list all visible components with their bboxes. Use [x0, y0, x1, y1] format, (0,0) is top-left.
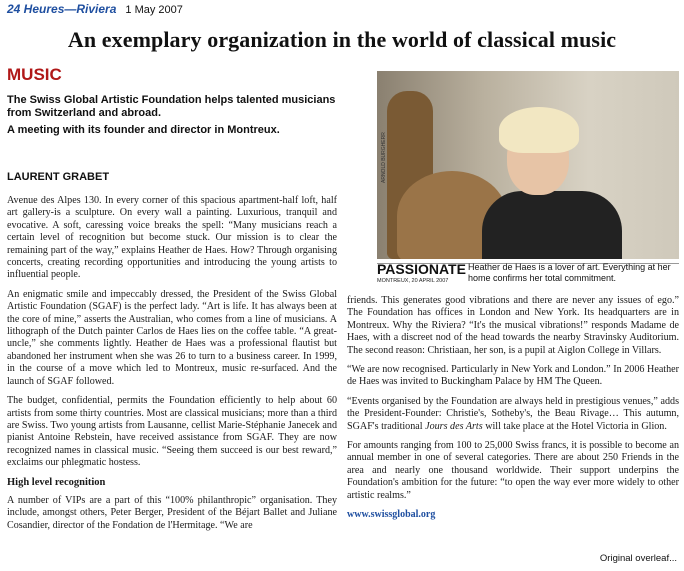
caption-location: MONTREUX, 20 APRIL 2007	[377, 278, 449, 284]
newspaper-name: 24 Heures—Riviera	[7, 2, 117, 16]
publication-date: 1 May 2007	[125, 4, 183, 16]
paragraph: friends. This generates good vibrations and there are never any issues of ego.” The Foundation has offices in London and New York. Its headquarters are in Montreux. Why the Riviera? “It's the musical vibrations!” responds Madame de Haes, with a discreet nod of the head towards the nearby Stravinsky Auditorium. The second reason: Christiaan, her son, is a pupil at Aiglon College in Villars.	[347, 295, 679, 356]
paragraph: For amounts ranging from 100 to 25,000 Swiss francs, it is possible to become an annual member in one of several categories. There are about 250 Friends in the area and nearly one thousand worldwide. Their support underpins the Foundation's ambition for the future: “to open the way ever more widely to other artistic realms.”	[347, 440, 679, 501]
paragraph	[347, 396, 679, 433]
original-overleaf-note: Original overleaf...	[599, 553, 677, 564]
paragraph: An enigmatic smile and impeccably dressed, the President of the Swiss Global Artistic Foundation (SGAF) is the perfect lady. “Art is life. It has always been at the core of mine,” asserts the Australian, who comes from a line of musicians. A lithograph of the Dutch painter Carlos de Haes lies on the coffee table. “A great-uncle,” she comments lightly. Heather de Haes was a professional flautist but abandoned her instrument when she was 26 to turn to a business career. In 1999, in the course of a move which led to Montreux, music re-surfaced. And the launch of SGAF followed.	[7, 288, 337, 387]
masthead	[7, 2, 183, 17]
subheading: High level recognition	[7, 476, 106, 488]
caption-title: PASSIONATE	[377, 261, 466, 277]
article-column-left	[7, 195, 337, 539]
person-coat-shape	[482, 191, 622, 259]
byline: LAURENT GRABET	[7, 171, 110, 183]
text-run: “Events organised by the Foundation are always held in prestigious venues,” adds the President-Founder: Christie's, Sotheby's, the Beau Rivage… This autumn, SGAF's traditional	[347, 395, 679, 432]
paragraph: A number of VIPs are a part of this “100% philanthropic” organisation. They include, amongst others, Peter Berger, President of the Béjart Ballet and Juliane Cosandier, director of the Fondation de l'Hermitage. “We are	[7, 494, 337, 531]
text-run: will take place at the Hotel Victoria in Glion.	[482, 420, 667, 432]
deck-line-2: A meeting with its founder and director in Montreux.	[7, 124, 280, 136]
intro-deck	[7, 94, 337, 141]
section-label: MUSIC	[7, 65, 62, 84]
deck-line-1: The Swiss Global Artistic Foundation helps talented musicians from Switzerland and abroad.	[7, 94, 336, 119]
headline: An exemplary organization in the world of classical music	[67, 27, 617, 52]
portrait-photo	[377, 71, 679, 259]
caption-text: Heather de Haes is a lover of art. Everything at her home confirms her total commitment.	[468, 262, 671, 283]
paragraph: Avenue des Alpes 130. In every corner of this spacious apartment-half loft, half art gallery-is a sculpture. On every wall a painting. Luxurious, tranquil and evocative. A soft, caressing voice breaks the spell: “Many musicians reach a certain level of recognition but become stuck. Our mission is to clear the remaining part of the way,” explains Heather de Haes. How? Through organising concerts, creating recording opportunities and introducing the young artists to influential people.	[7, 195, 337, 281]
website-link[interactable]: www.swissglobal.org	[347, 509, 436, 521]
paragraph: “We are now recognised. Particularly in New York and London.” In 2006 Heather de Haes was invited to Buckingham Palace by HM The Queen.	[347, 364, 679, 388]
photo-credit: ARNOLD BURGHERR	[381, 132, 387, 183]
event-name: Jours des Arts	[425, 420, 483, 432]
person-hair-shape	[499, 107, 579, 153]
photo-caption	[377, 260, 679, 284]
paragraph: The budget, confidential, permits the Foundation efficiently to help about 60 artists from some thirty countries. Most are classical musicians; more than a third are Swiss. Two young artists from Lausanne, cellist Marie-Stéphanie Janecek and pianist Antoine Rebstein, have received assistance from SGAF. They are now recognized names in classical music. “Seeing them succeed is our best reward,” exclaims our phlegmatic hostess.	[7, 395, 337, 469]
article-column-right	[347, 295, 679, 522]
